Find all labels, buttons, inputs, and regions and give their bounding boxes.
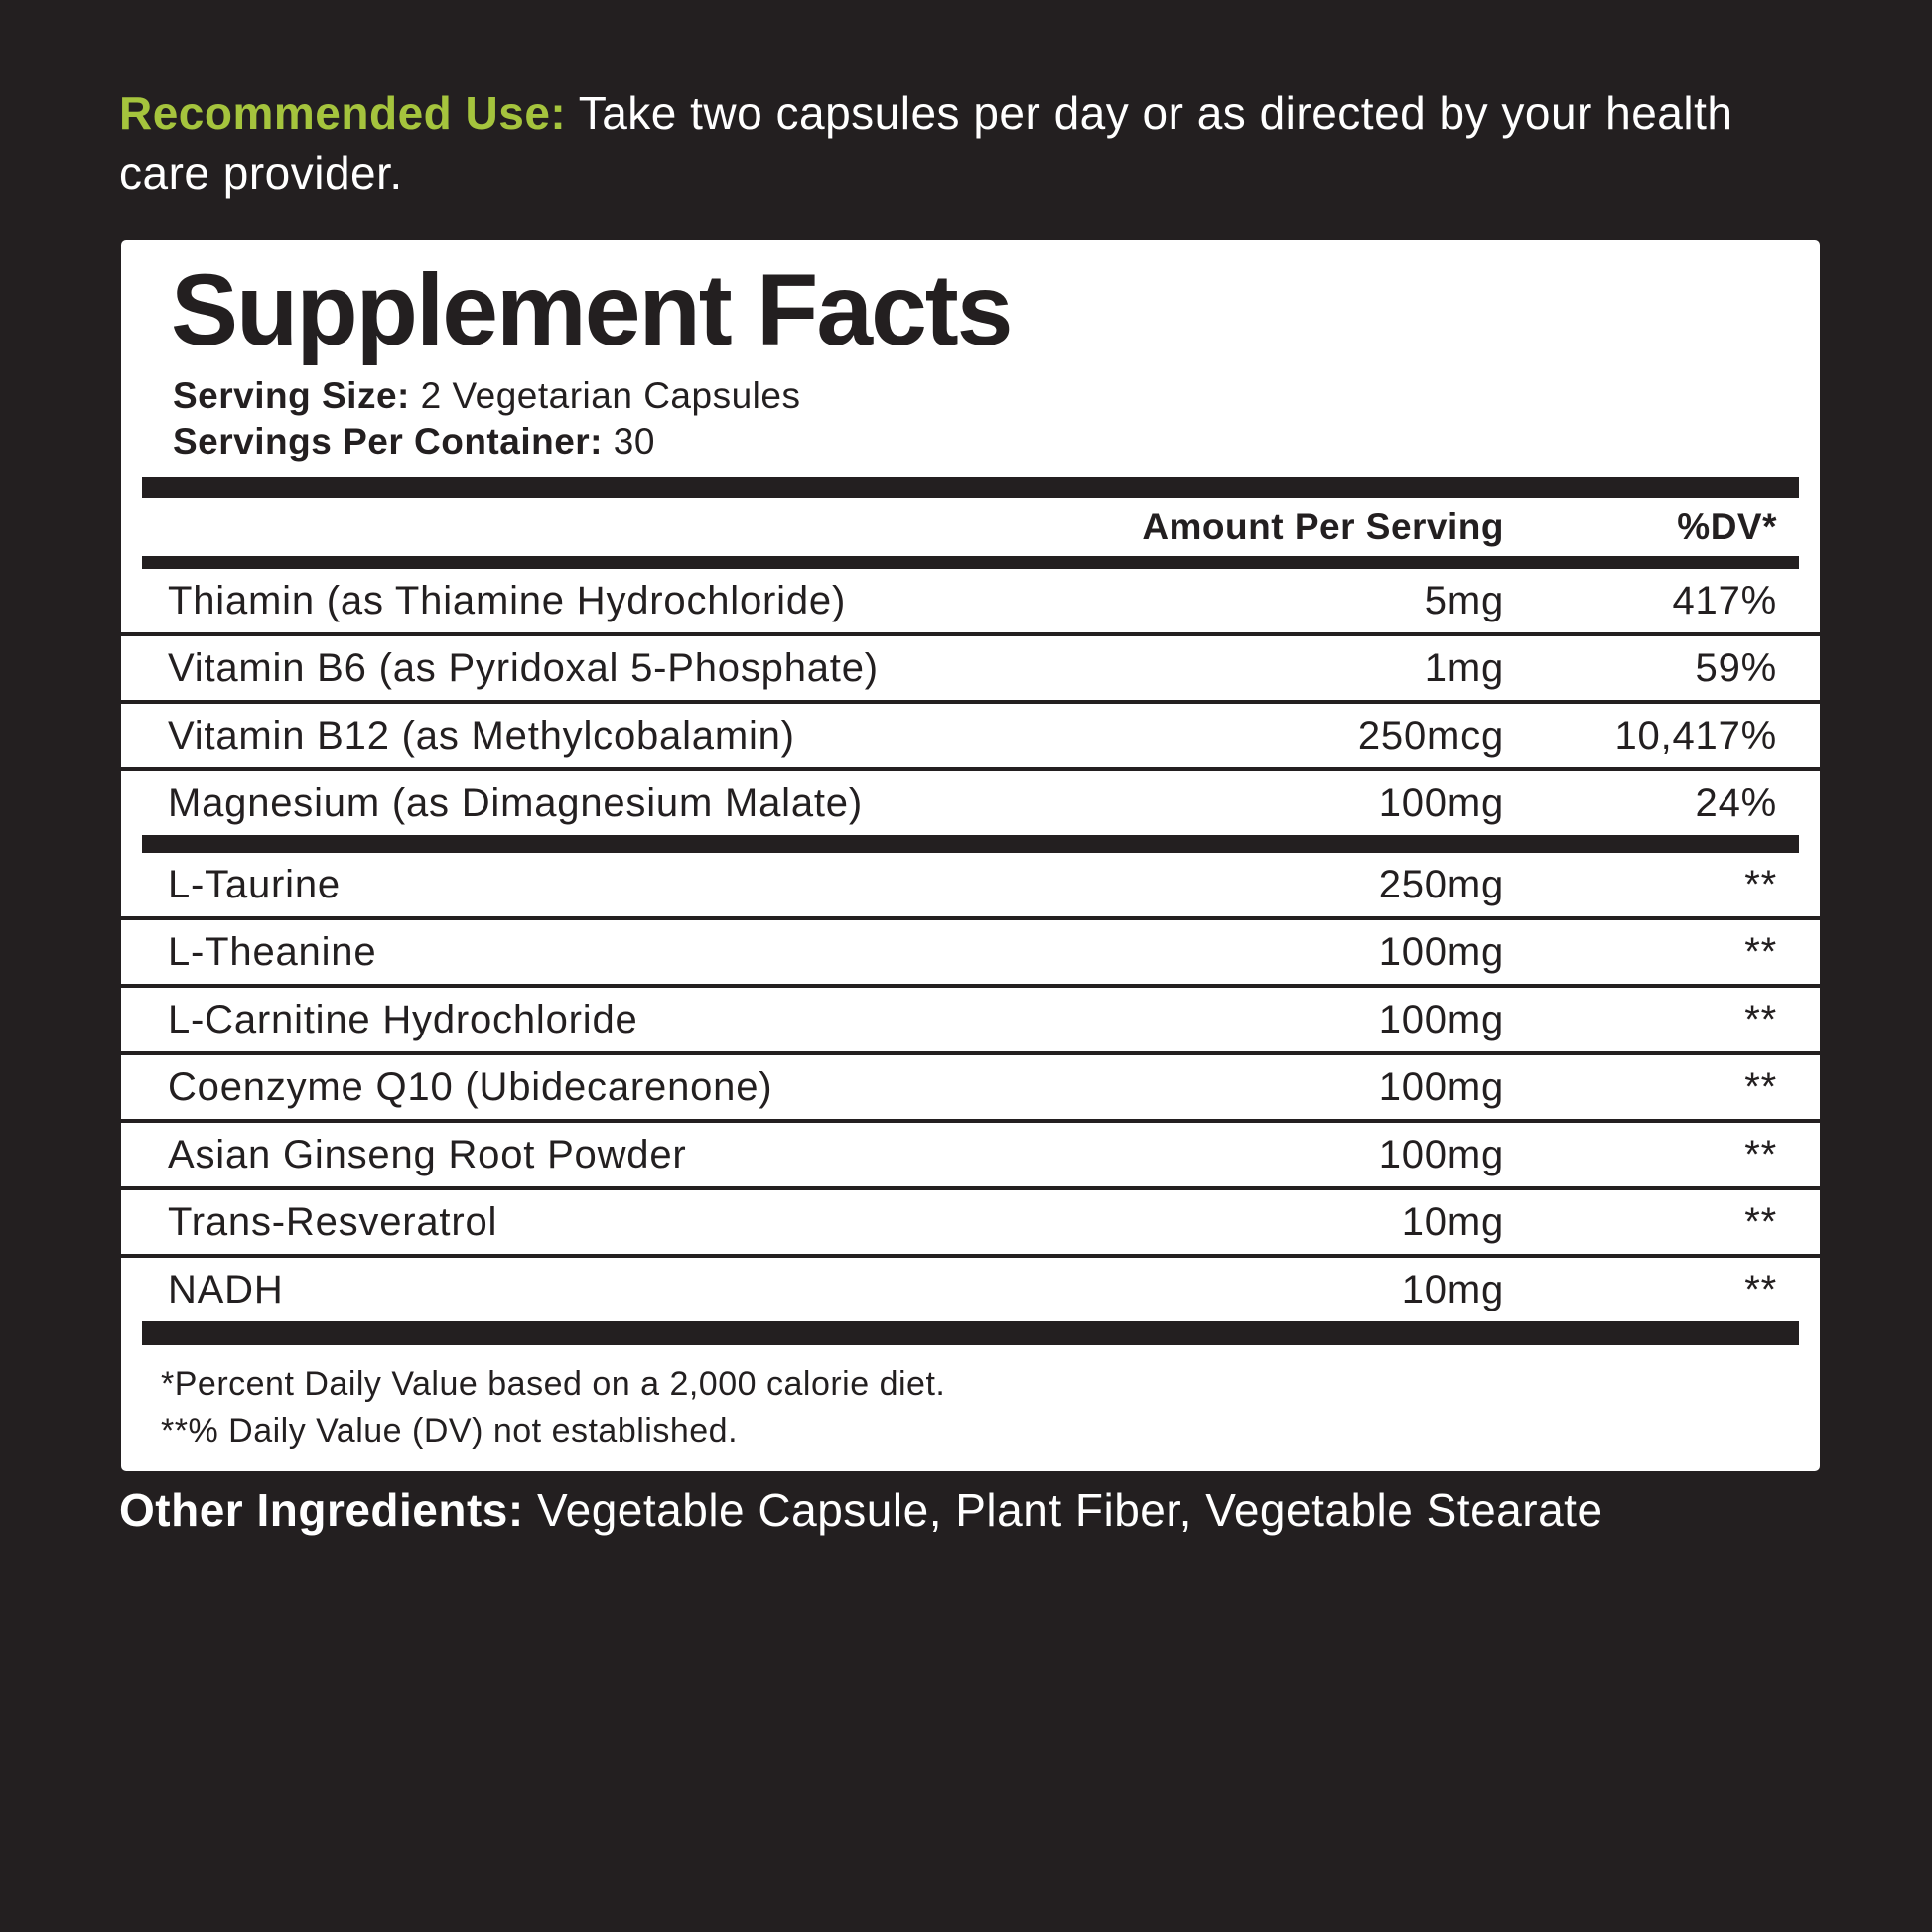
footnote-dv-not-established: **% Daily Value (DV) not established. — [161, 1412, 739, 1449]
nutrient-name: Vitamin B12 (as Methylcobalamin) — [168, 713, 795, 758]
nutrient-amount: 10mg — [1401, 1199, 1504, 1244]
table-row — [121, 916, 1820, 984]
nutrient-amount: 5mg — [1424, 578, 1504, 622]
table-row — [121, 632, 1820, 700]
servings-per-container-value: 30 — [613, 421, 655, 462]
footnotes — [161, 1361, 1780, 1454]
header-percent-dv: %DV* — [1677, 506, 1777, 547]
other-ingredients-label: Other Ingredients: — [119, 1484, 524, 1536]
header-amount-per-serving: Amount Per Serving — [1142, 506, 1504, 547]
divider-top-bar — [142, 477, 1799, 498]
nutrient-name: Magnesium (as Dimagnesium Malate) — [168, 780, 863, 825]
table-row — [121, 1051, 1820, 1119]
other-ingredients-text: Vegetable Capsule, Plant Fiber, Vegetable Stearate — [537, 1484, 1603, 1536]
nutrient-dv: 10,417% — [1614, 713, 1777, 758]
serving-size-label: Serving Size: — [173, 375, 410, 416]
other-ingredients — [119, 1481, 1827, 1539]
nutrient-name: Coenzyme Q10 (Ubidecarenone) — [168, 1064, 773, 1109]
footnote-daily-value: *Percent Daily Value based on a 2,000 calorie diet. — [161, 1365, 946, 1403]
serving-size-line — [173, 373, 1820, 419]
table-row — [121, 1254, 1820, 1321]
supplement-facts-panel — [121, 240, 1820, 1471]
divider-bottom-bar — [142, 1321, 1799, 1345]
table-row — [121, 1186, 1820, 1254]
table-row — [121, 853, 1820, 916]
divider-group-bar — [142, 835, 1799, 853]
nutrient-amount: 100mg — [1378, 997, 1504, 1041]
nutrient-name: Asian Ginseng Root Powder — [168, 1132, 687, 1176]
nutrient-dv: ** — [1744, 862, 1777, 906]
serving-size-value: 2 Vegetarian Capsules — [420, 375, 801, 416]
nutrient-amount: 100mg — [1378, 1064, 1504, 1109]
nutrient-name: L-Carnitine Hydrochloride — [168, 997, 638, 1041]
nutrient-dv: 417% — [1672, 578, 1777, 622]
nutrient-dv: 24% — [1695, 780, 1777, 825]
table-header-row — [121, 498, 1820, 556]
other-compound-rows — [121, 853, 1820, 1321]
nutrient-name: Vitamin B6 (as Pyridoxal 5-Phosphate) — [168, 645, 879, 690]
nutrient-dv: ** — [1744, 929, 1777, 974]
recommended-use-text: Take two capsules per day or as directed by your health care provider. — [119, 87, 1733, 199]
nutrient-amount: 100mg — [1378, 780, 1504, 825]
nutrient-dv: ** — [1744, 1132, 1777, 1176]
servings-per-container-label: Servings Per Container: — [173, 421, 604, 462]
vitamin-mineral-rows — [121, 569, 1820, 835]
table-row — [121, 700, 1820, 767]
table-row — [121, 1119, 1820, 1186]
nutrient-amount: 250mcg — [1357, 713, 1504, 758]
table-row — [121, 984, 1820, 1051]
nutrient-amount: 10mg — [1401, 1267, 1504, 1311]
nutrient-amount: 100mg — [1378, 1132, 1504, 1176]
nutrient-dv: ** — [1744, 1199, 1777, 1244]
nutrient-dv: 59% — [1695, 645, 1777, 690]
nutrient-name: L-Theanine — [168, 929, 377, 974]
divider-header-bar — [142, 556, 1799, 569]
table-row — [121, 569, 1820, 632]
nutrient-name: L-Taurine — [168, 862, 341, 906]
nutrient-amount: 100mg — [1378, 929, 1504, 974]
panel-title: Supplement Facts — [171, 253, 1012, 366]
table-row — [121, 767, 1820, 835]
recommended-use — [119, 83, 1747, 203]
nutrient-dv: ** — [1744, 1064, 1777, 1109]
recommended-use-label: Recommended Use: — [119, 87, 567, 139]
nutrient-name: Thiamin (as Thiamine Hydrochloride) — [168, 578, 847, 622]
nutrient-name: NADH — [168, 1267, 284, 1311]
servings-per-container-line — [173, 419, 1820, 465]
nutrient-amount: 1mg — [1424, 645, 1504, 690]
nutrient-dv: ** — [1744, 997, 1777, 1041]
nutrient-dv: ** — [1744, 1267, 1777, 1311]
nutrient-name: Trans-Resveratrol — [168, 1199, 498, 1244]
nutrient-amount: 250mg — [1378, 862, 1504, 906]
